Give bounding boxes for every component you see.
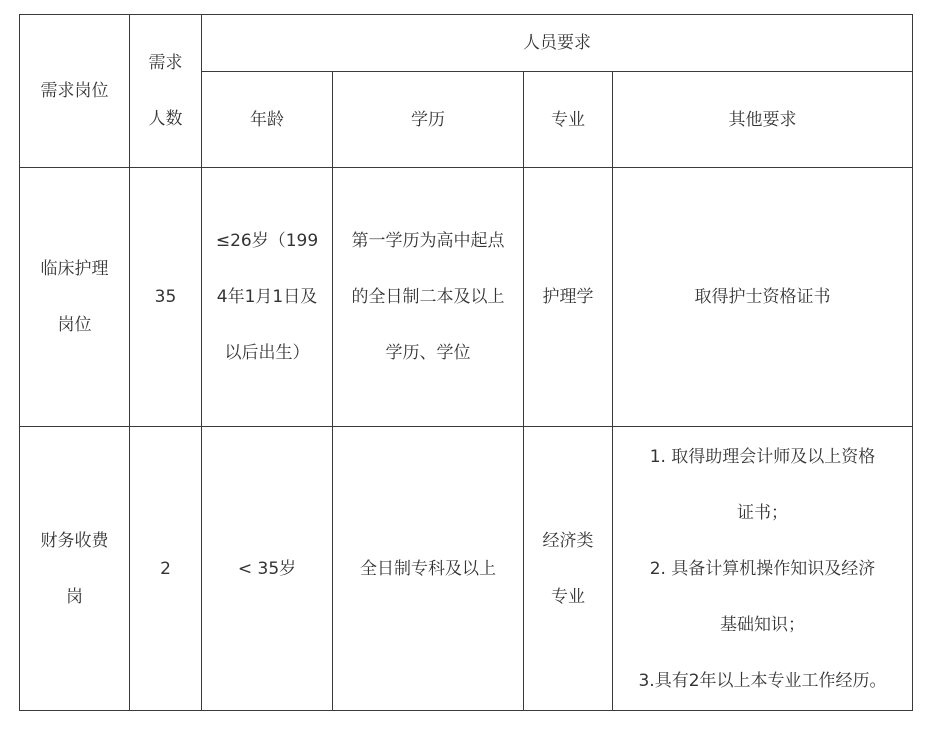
header-count-line1: 需求 [148, 53, 183, 73]
row2-major [524, 427, 613, 711]
row2-education [333, 427, 524, 711]
header-age: 年龄 [202, 72, 333, 168]
row1-other [613, 168, 913, 427]
header-education: 学历 [333, 72, 524, 168]
row1-major [524, 168, 613, 427]
row1-education-line1: 第一学历为高中起点 [351, 231, 505, 251]
header-row-1 [20, 15, 913, 72]
requirements-table [19, 14, 913, 711]
row1-education-line2: 的全日制二本及以上 [351, 287, 505, 307]
row1-count: 35 [130, 168, 202, 427]
row1-age-line1: ≤26岁（199 [215, 231, 319, 251]
row2-education-line1: 全日制专科及以上 [360, 558, 496, 579]
header-major: 专业 [524, 72, 613, 168]
row1-education-line3: 学历、学位 [385, 343, 471, 363]
row2-other-line4: 基础知识； [720, 614, 805, 635]
row2-position [20, 427, 130, 711]
row1-age-line2: 4年1月1日及 [216, 287, 318, 307]
header-count-line2: 人数 [148, 109, 183, 129]
table-row [20, 168, 913, 427]
row2-position-line1: 财务收费 [40, 530, 109, 551]
row2-major-line2: 专业 [551, 586, 585, 607]
header-other: 其他要求 [613, 72, 913, 168]
row1-position-line2: 岗位 [57, 315, 92, 335]
requirements-table-wrapper [19, 14, 913, 711]
row2-other-line1: 1. 取得助理会计师及以上资格 [649, 446, 876, 467]
row1-education [333, 168, 524, 427]
row2-other-line2: 证书； [737, 502, 788, 523]
row2-other [613, 427, 913, 711]
row1-major-line1: 护理学 [542, 287, 594, 307]
row1-age [202, 168, 333, 427]
row2-count: 2 [130, 427, 202, 711]
row2-other-line5: 3.具有2年以上本专业工作经历。 [638, 670, 887, 691]
header-position: 需求岗位 [20, 15, 130, 168]
row2-major-line1: 经济类 [542, 530, 594, 551]
row1-position-line1: 临床护理 [40, 259, 109, 279]
header-personnel-requirements: 人员要求 [202, 15, 913, 72]
header-count [130, 15, 202, 168]
row1-position [20, 168, 130, 427]
row1-age-line3: 以后出生） [224, 343, 310, 363]
row2-age [202, 427, 333, 711]
row2-age-line1: < 35岁 [237, 558, 297, 579]
table-row [20, 427, 913, 711]
row2-other-line3: 2. 具备计算机操作知识及经济 [649, 558, 876, 579]
row2-position-line2: 岗 [66, 586, 83, 607]
row1-other-line1: 取得护士资格证书 [694, 287, 831, 307]
